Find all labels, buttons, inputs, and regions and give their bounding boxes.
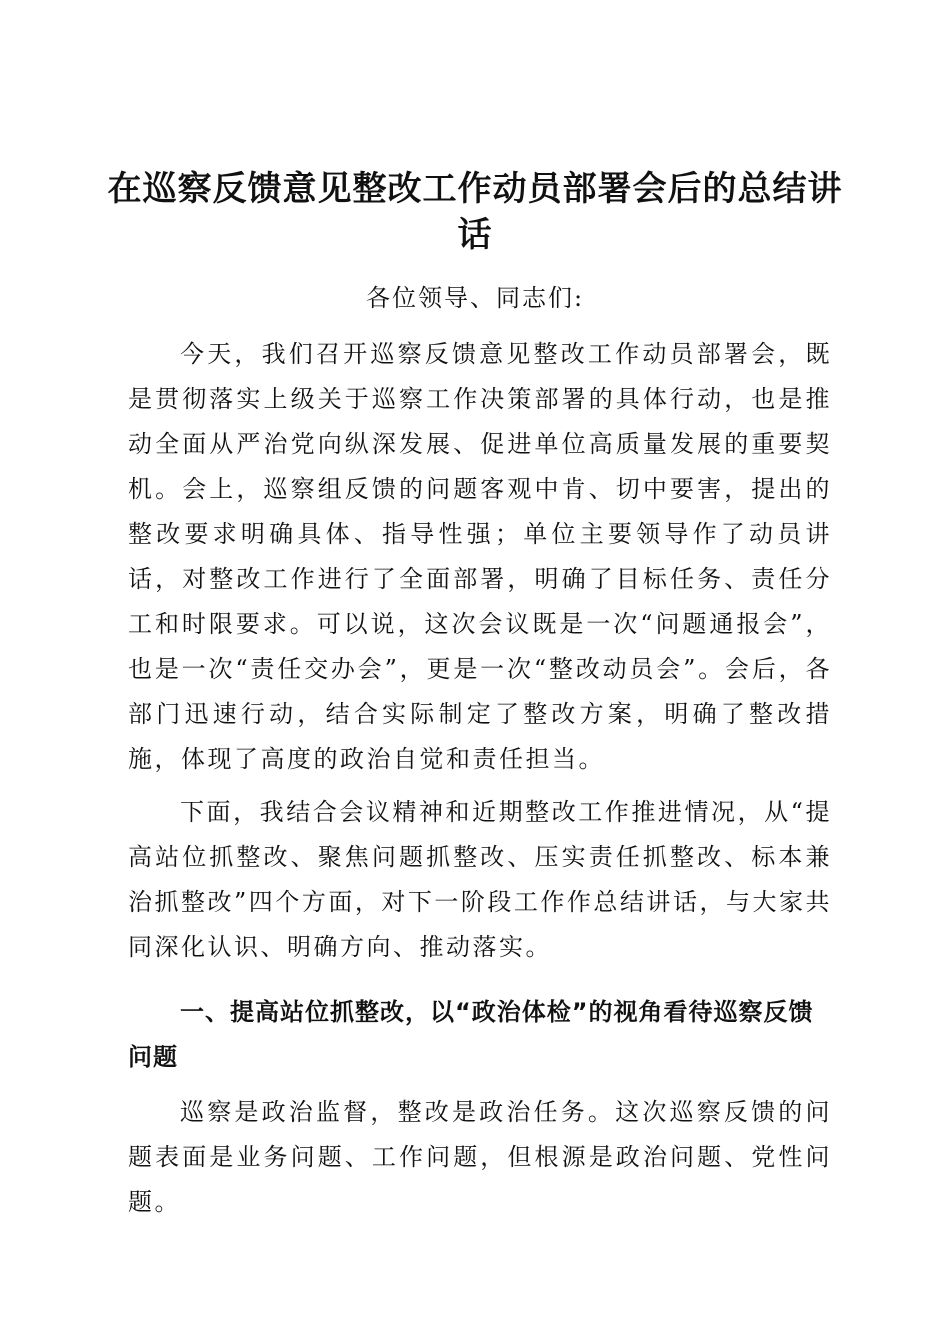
- section-1-paragraph: 巡察是政治监督，整改是政治任务。这次巡察反馈的问题表面是业务问题、工作问题，但根源是政治问题、党性问题。: [128, 1098, 832, 1216]
- body-paragraph-2: 下面，我结合会议精神和近期整改工作推进情况，从“提高站位抓整改、聚焦问题抓整改、压实责任抓整改、标本兼治抓整改”四个方面，对下一阶段工作作总结讲话，与大家共同深化认识、明确方向、推动落实。: [128, 798, 832, 961]
- section-heading-1: 一、提高站位抓整改，以“政治体检”的视角看待巡察反馈问题: [128, 998, 814, 1071]
- salutation: 各位领导、同志们:: [365, 284, 585, 312]
- document-title: 在巡察反馈意见整改工作动员部署会后的总结讲话: [107, 169, 843, 255]
- body-paragraph-1: 今天，我们召开巡察反馈意见整改工作动员部署会，既是贯彻落实上级关于巡察工作决策部署的具体行动，也是推动全面从严治党向纵深发展、促进单位高质量发展的重要契机。会上，巡察组反馈的问题客观中肯、切中要害，提出的整改要求明确具体、指导性强；单位主要领导作了动员讲话，对整改工作进行了全面部署，明确了目标任务、责任分工和时限要求。可以说，这次会议既是一次“问题通报会”，也是一次“责任交办会”，更是一次“整改动员会”。会后，各部门迅速行动，结合实际制定了整改方案，明确了整改措施，体现了高度的政治自觉和责任担当。: [128, 340, 832, 773]
